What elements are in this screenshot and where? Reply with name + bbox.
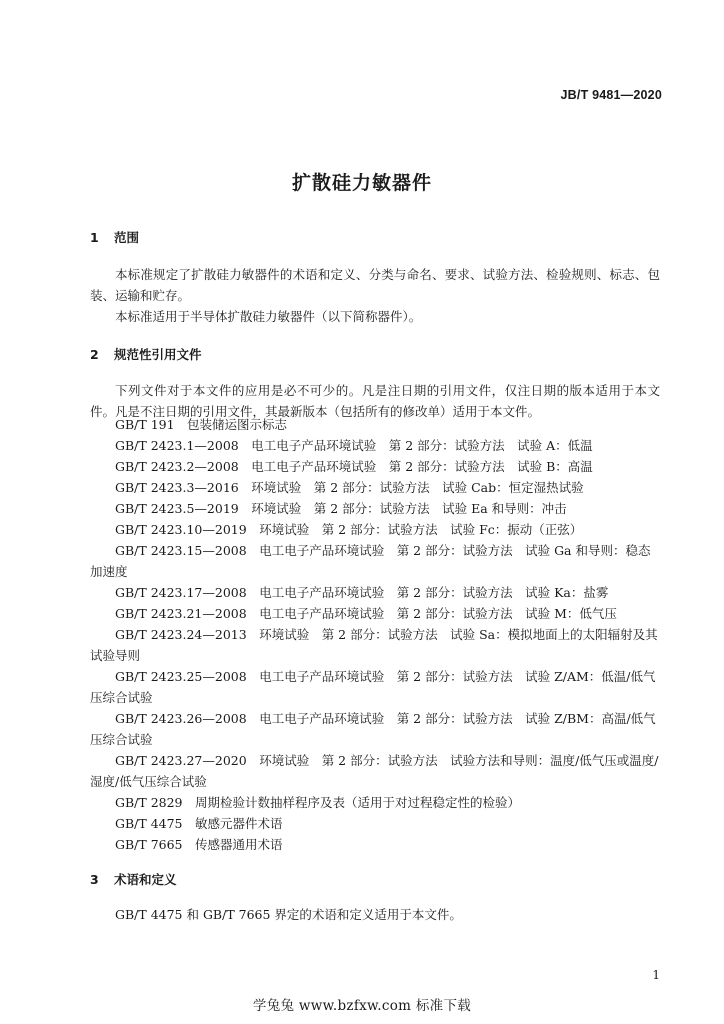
section-heading-scope [90,228,139,246]
scope-paragraph: 本标准规定了扩散硅力敏器件的术语和定义、分类与命名、要求、试验方法、检验规则、标志、包装、运输和贮存。 [90,267,660,303]
reference-item: GB/T 7665 传感器通用术语 [115,837,283,852]
section-number: 3 [90,872,99,887]
references-intro: 下列文件对于本文件的应用是必不可少的。凡是注日期的引用文件，仅注日期的版本适用于本文件。凡是不注日期的引用文件，其最新版本（包括所有的修改单）适用于本文件。 [90,383,660,419]
section-number: 1 [90,230,99,245]
reference-item: GB/T 2423.5—2019 环境试验 第 2 部分：试验方法 试验 Ea 和导则：冲击 [115,501,567,516]
reference-item: GB/T 191 包装储运图示标志 [115,417,288,432]
reference-item: GB/T 2423.1—2008 电工电子产品环境试验 第 2 部分：试验方法 试验 A：低温 [115,438,593,453]
reference-item: GB/T 2423.27—2020 环境试验 第 2 部分：试验方法 试验方法和导则：温度/低气压或温度/湿度/低气压综合试验 [90,753,659,789]
reference-item: GB/T 2423.3—2016 环境试验 第 2 部分：试验方法 试验 Cab：恒定湿热试验 [115,480,584,495]
reference-item: GB/T 2423.15—2008 电工电子产品环境试验 第 2 部分：试验方法 试验 Ga 和导则：稳态加速度 [90,543,651,579]
section-title: 术语和定义 [114,872,177,887]
reference-item: GB/T 2423.26—2008 电工电子产品环境试验 第 2 部分：试验方法 试验 Z/BM：高温/低气压综合试验 [90,711,656,747]
section-heading-terms-and-definitions [90,870,177,888]
document-title: 扩散硅力敏器件 [291,172,432,194]
reference-item: GB/T 2423.17—2008 电工电子产品环境试验 第 2 部分：试验方法 试验 Ka：盐雾 [115,585,609,600]
reference-item: GB/T 2829 周期检验计数抽样程序及表（适用于对过程稳定性的检验） [115,795,521,810]
section-heading-normative-references [90,345,202,363]
scope-paragraph: 本标准适用于半导体扩散硅力敏器件（以下简称器件）。 [115,309,422,324]
footer-watermark: 学兔兔 www.bzfxw.com 标准下载 [252,998,472,1014]
terms-paragraph: GB/T 4475 和 GB/T 7665 界定的术语和定义适用于本文件。 [115,907,462,922]
reference-item: GB/T 2423.2—2008 电工电子产品环境试验 第 2 部分：试验方法 试验 B：高温 [115,459,593,474]
reference-item: GB/T 4475 敏感元器件术语 [115,816,283,831]
reference-item: GB/T 2423.21—2008 电工电子产品环境试验 第 2 部分：试验方法 试验 M：低气压 [115,606,617,621]
section-title: 规范性引用文件 [114,347,202,362]
section-title: 范围 [114,230,140,245]
reference-item: GB/T 2423.24—2013 环境试验 第 2 部分：试验方法 试验 Sa：模拟地面上的太阳辐射及其试验导则 [90,627,658,663]
reference-item: GB/T 2423.25—2008 电工电子产品环境试验 第 2 部分：试验方法 试验 Z/AM：低温/低气压综合试验 [90,669,656,705]
reference-item: GB/T 2423.10—2019 环境试验 第 2 部分：试验方法 试验 Fc：振动（正弦） [115,522,583,537]
page-number: 1 [652,968,660,982]
standard-number: JB/T 9481—2020 [560,88,662,102]
section-number: 2 [90,347,99,362]
